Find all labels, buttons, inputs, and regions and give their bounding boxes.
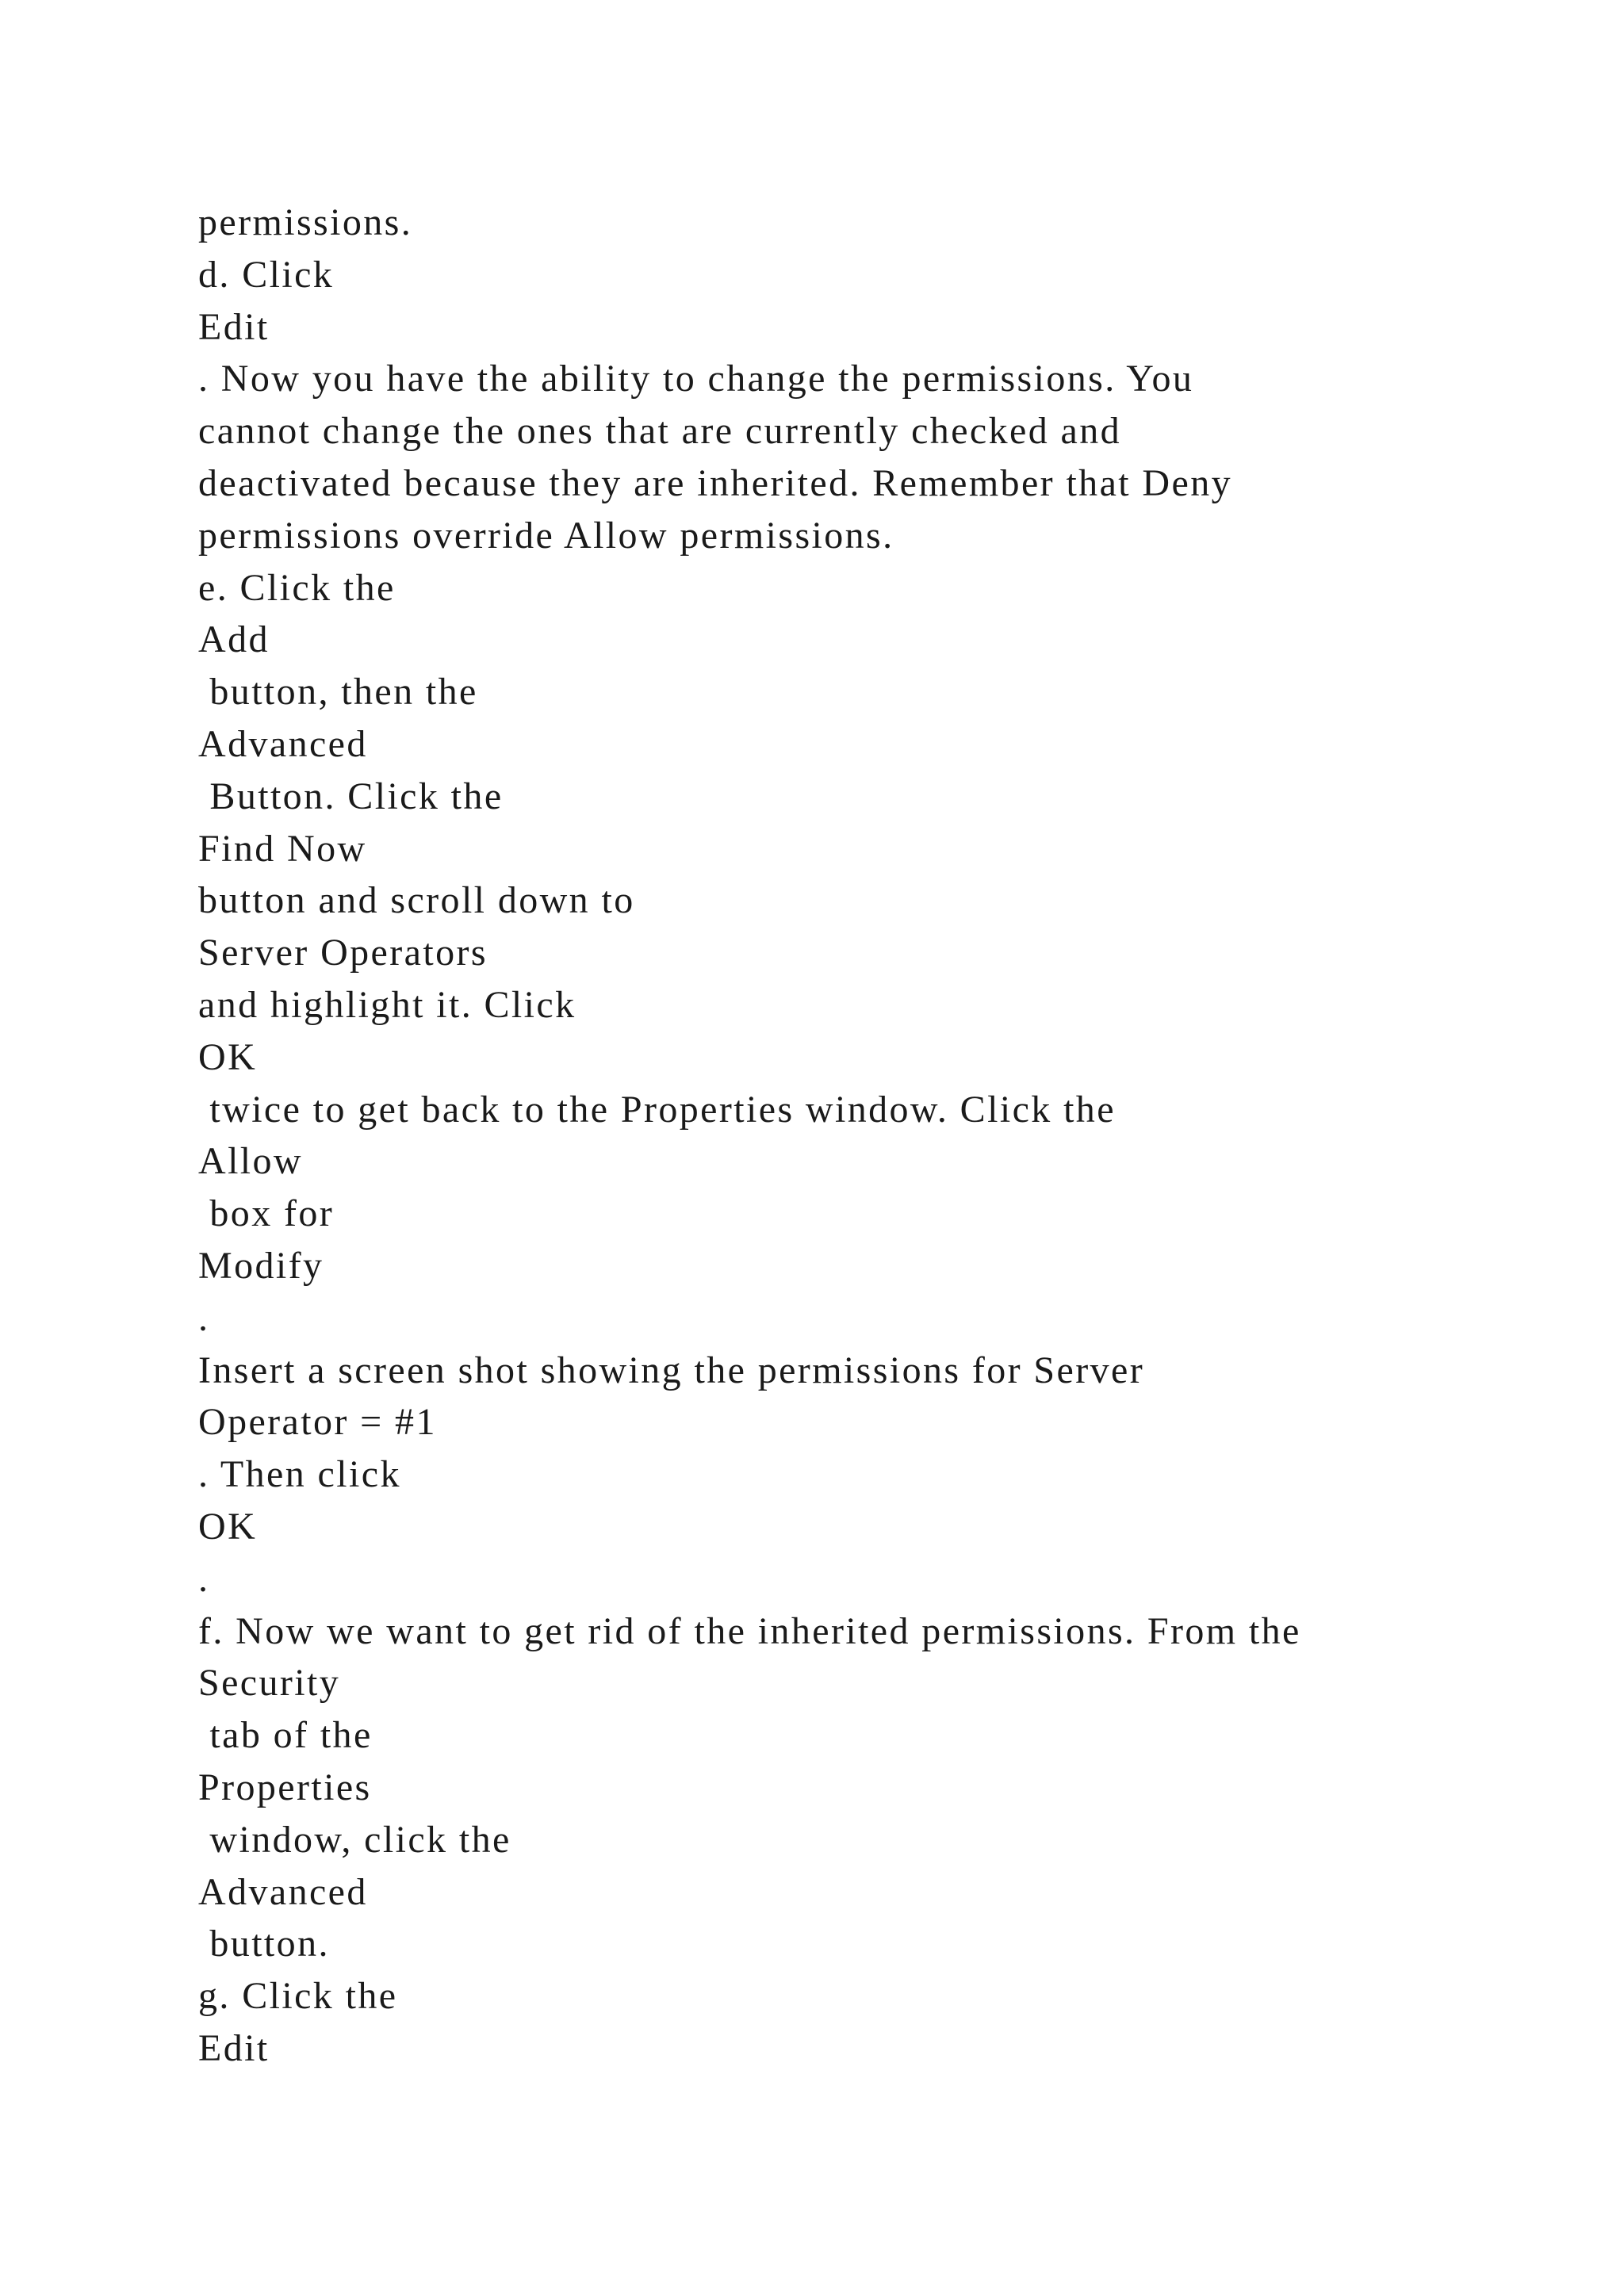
text-line: OK bbox=[198, 1035, 258, 1078]
text-line: box for bbox=[198, 1192, 335, 1235]
text-line: Advanced bbox=[198, 1870, 368, 1913]
text-line: twice to get back to the Properties window. Click the bbox=[198, 1088, 1116, 1131]
text-line: Edit bbox=[198, 305, 270, 348]
text-line: . Then click bbox=[198, 1453, 401, 1496]
text-line: d. Click bbox=[198, 253, 335, 296]
text-line: OK bbox=[198, 1505, 258, 1548]
text-line: button and scroll down to bbox=[198, 879, 635, 922]
text-line: Security bbox=[198, 1662, 341, 1705]
text-line: . Now you have the ability to change the permissions. You bbox=[198, 358, 1194, 400]
text-line: . bbox=[198, 1557, 210, 1600]
text-line: Button. Click the bbox=[198, 775, 504, 817]
text-line: Properties bbox=[198, 1766, 372, 1808]
text-line: permissions. bbox=[198, 201, 413, 243]
text-line: g. Click the bbox=[198, 1975, 398, 2018]
text-line: Server Operators bbox=[198, 932, 488, 974]
text-line: cannot change the ones that are currently checked and bbox=[198, 410, 1122, 453]
document-body bbox=[198, 197, 1546, 2075]
text-line: deactivated because they are inherited. Remember that Deny bbox=[198, 461, 1232, 504]
text-line: Add bbox=[198, 618, 270, 661]
text-line: permissions override Allow permissions. bbox=[198, 514, 894, 557]
text-line: Operator = #1 bbox=[198, 1401, 437, 1444]
text-line: and highlight it. Click bbox=[198, 983, 576, 1026]
text-line: Allow bbox=[198, 1140, 303, 1183]
text-line: window, click the bbox=[198, 1818, 511, 1861]
text-line: button, then the bbox=[198, 671, 478, 714]
text-line: Edit bbox=[198, 2026, 270, 2069]
text-line: . bbox=[198, 1296, 210, 1339]
text-line: Find Now bbox=[198, 827, 367, 870]
text-line: f. Now we want to get rid of the inherited permissions. From the bbox=[198, 1609, 1301, 1652]
text-line: Modify bbox=[198, 1244, 324, 1287]
text-line: tab of the bbox=[198, 1714, 373, 1757]
text-line: e. Click the bbox=[198, 566, 396, 609]
text-line: button. bbox=[198, 1923, 330, 1965]
text-line: Advanced bbox=[198, 722, 368, 765]
text-line: Insert a screen shot showing the permissions for Server bbox=[198, 1349, 1145, 1391]
